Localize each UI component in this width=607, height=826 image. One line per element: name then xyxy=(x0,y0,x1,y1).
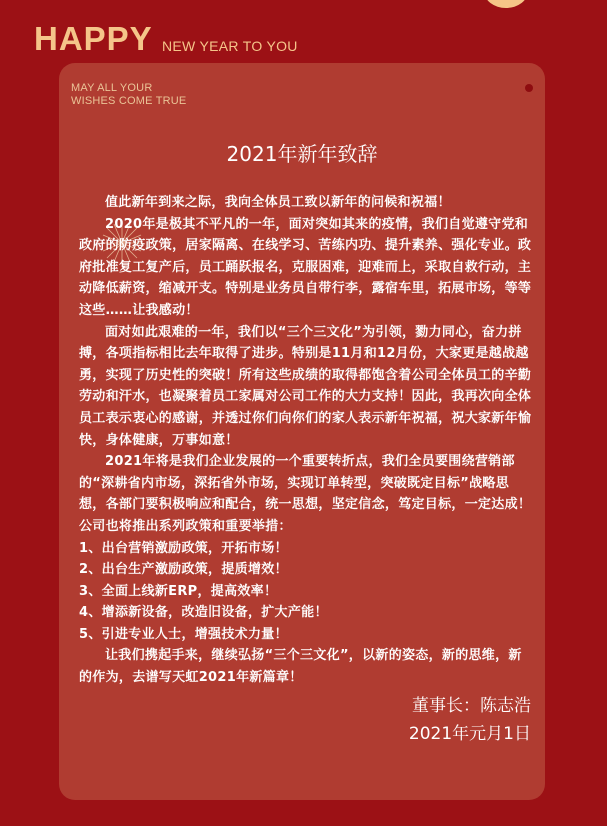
paragraph-2020: 2020年是极其不平凡的一年，面对突如其来的疫情，我们自觉遵守党和政府的防疫政策，居家隔离、在线学习、苦练内功、提升素养、强化专业。政府批准复工复产后，员工踊跃报名，克服困难，迎难而上，采取自救行动，主动降低薪资，缩减开支。特别是业务员自带行李，露宿车里，拓展市场，等等这些……让我感动！ xyxy=(79,216,532,318)
signature-date: 2021年元月1日 xyxy=(408,724,531,744)
list-item: 4、增添新设备，改造旧设备，扩大产能！ xyxy=(79,605,328,621)
list-item: 1、出台营销激励政策，开拓市场！ xyxy=(79,540,288,556)
new-year-subtitle: NEW YEAR TO YOU xyxy=(162,38,298,54)
signature-name: 董事长：陈志浩 xyxy=(412,696,531,716)
paragraph-greeting: 值此新年到来之际，我向全体员工致以新年的问候和祝福！ xyxy=(105,195,451,210)
letter-title: 2021年新年致辞 xyxy=(226,142,378,166)
paragraph-closing: 让我们携起手来，继续弘扬“三个三文化”，以新的姿态，新的思维，新的作为，去谱写天虹2021年新篇章！ xyxy=(79,648,522,686)
wishes-tagline xyxy=(71,82,186,108)
tagline-line-1: MAY ALL YOUR xyxy=(71,82,153,94)
list-item: 3、全面上线新ERP，提高效率！ xyxy=(79,583,278,599)
happy-heading: HAPPY xyxy=(34,20,153,57)
letter-card xyxy=(59,63,545,800)
paragraph-progress: 面对如此艰难的一年，我们以“三个三文化”为引领，勠力同心，奋力拼搏，各项指标相比去年取得了进步。特别是11月和12月份，大家更是越战越勇，实现了历史性的突破！所有这些成绩的取得都饱含着公司全体员工的辛勤劳动和汗水，也凝聚着员工家属对公司工作的大力支持！因此，我再次向全体员工表示衷心的感谢，并透过你们向你们的家人表示新年祝福，祝大家新年愉快，身体健康，万事如意！ xyxy=(79,324,532,448)
paragraph-2021: 2021年将是我们企业发展的一个重要转折点，我们全员要围绕营销部的“深耕省内市场，深拓省外市场，实现订单转型，突破既定目标”战略思想，各部门要积极响应和配合，统一思想，坚定信念，笃定目标，一定达成！公司也将推出系列政策和重要举措： xyxy=(79,454,532,534)
tagline-line-2: WISHES COME TRUE xyxy=(71,95,187,107)
list-item: 2、出台生产激励政策，提质增效！ xyxy=(79,562,288,578)
dot-decoration xyxy=(525,84,533,92)
sun-decoration xyxy=(484,0,528,8)
list-item: 5、引进专业人士，增强技术力量！ xyxy=(79,626,288,642)
letter-body xyxy=(79,192,534,689)
signature-block xyxy=(409,692,531,748)
